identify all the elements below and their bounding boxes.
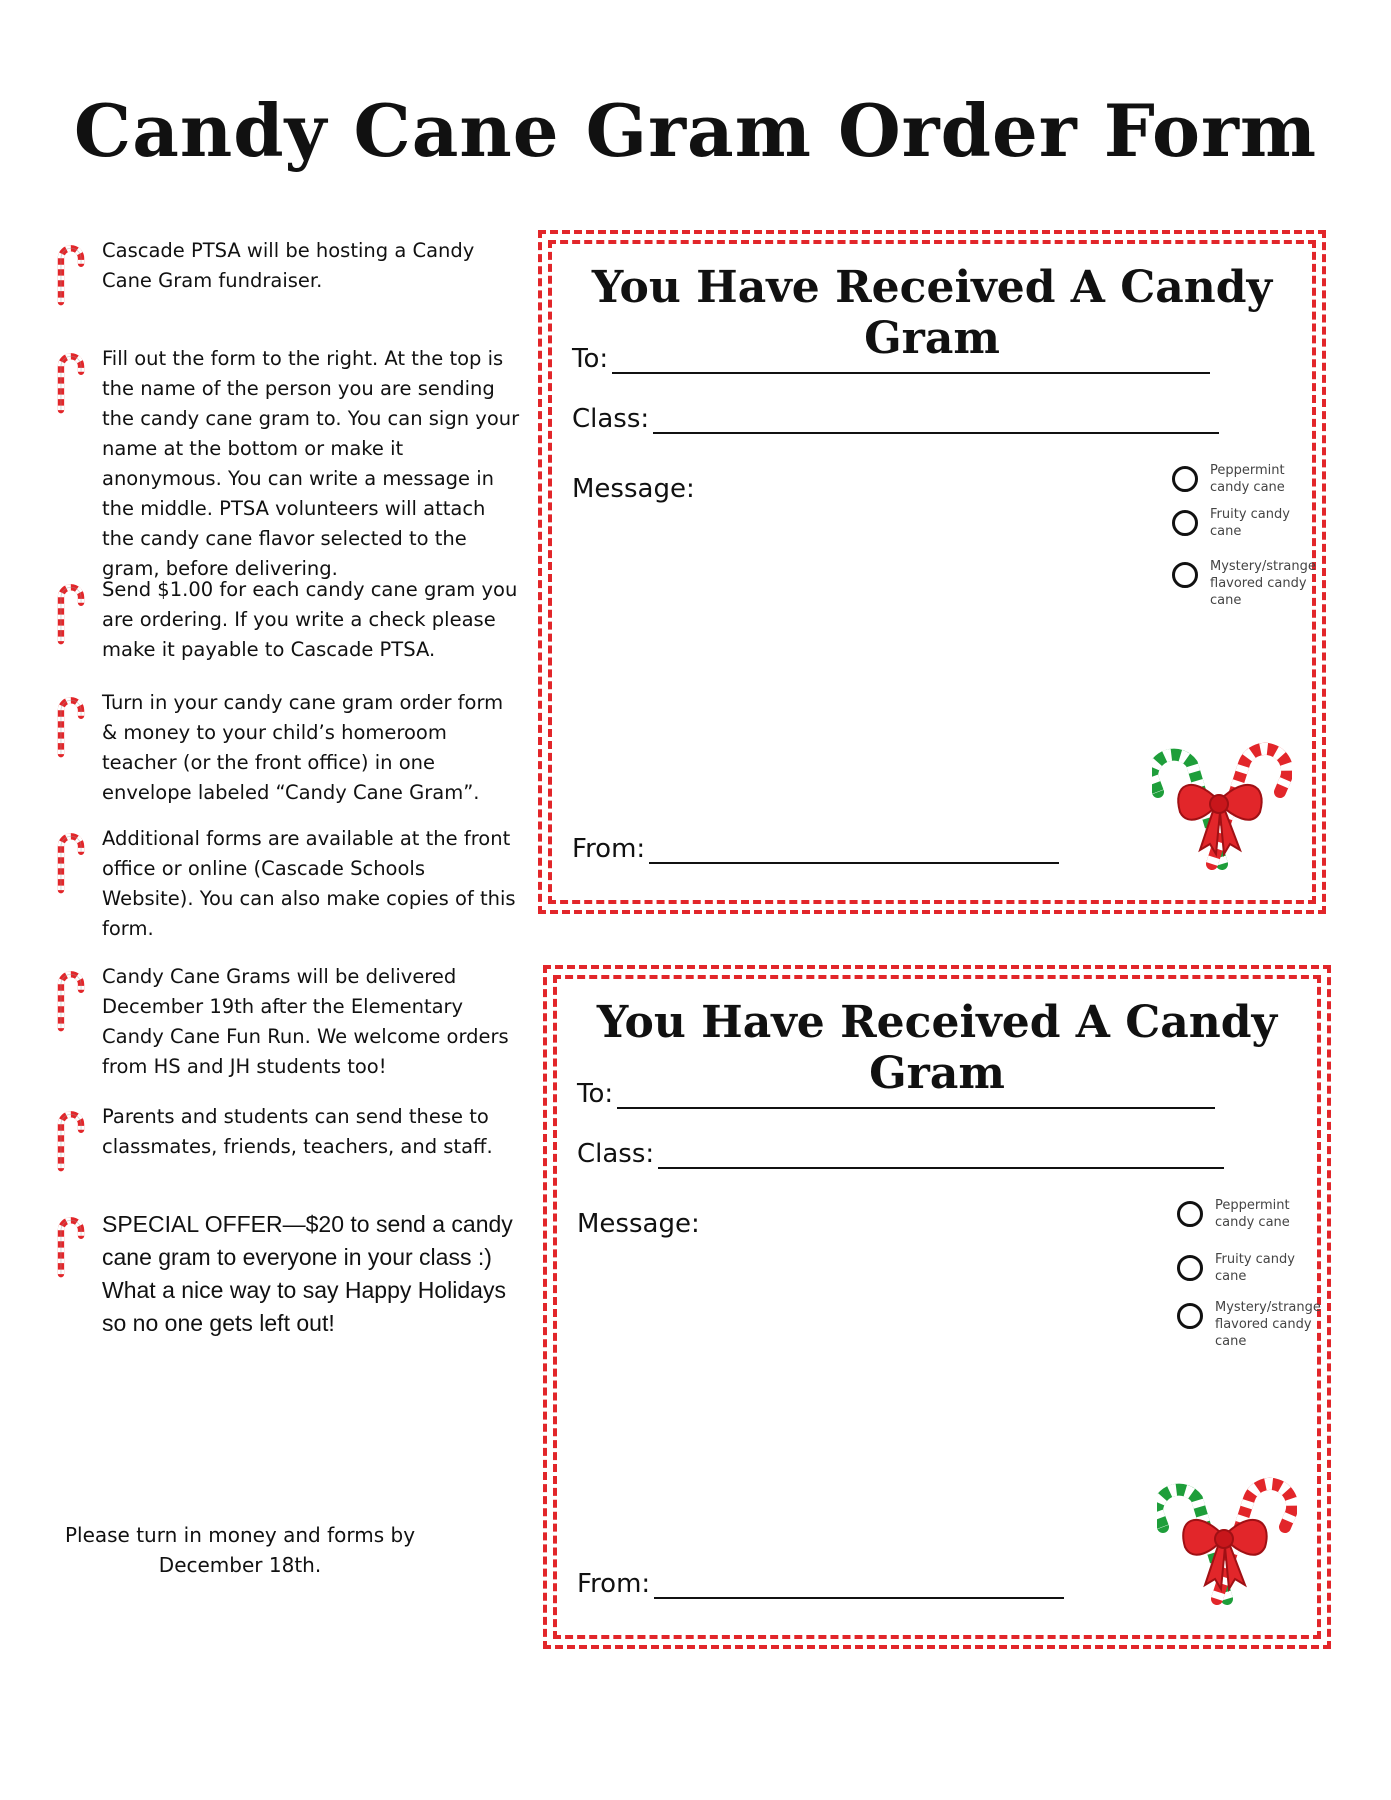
bullet-text: SPECIAL OFFER—$20 to send a candy cane gram to everyone in your class :) What a nice way to say Happy Holidays so no one gets left out! [102,1211,513,1336]
to-label: To: [577,1079,614,1109]
turn-in-note: Please turn in money and forms by December 18th. [64,1523,416,1577]
to-line[interactable] [612,346,1210,374]
radio-circle[interactable] [1177,1303,1203,1329]
list-item [50,962,520,1082]
option-mystery[interactable]: Mystery/strange flavored candy cane [1177,1299,1325,1350]
radio-circle[interactable] [1172,466,1198,492]
list-item [50,236,520,308]
list-item [50,1102,520,1174]
gram-title: You Have Received A Candy Gram [591,262,1273,364]
list-item [50,344,520,584]
from-label: From: [577,1569,651,1599]
radio-circle[interactable] [1172,510,1198,536]
gram-title: You Have Received A Candy Gram [596,997,1278,1099]
class-line[interactable] [658,1141,1224,1169]
bullet-text: Turn in your candy cane gram order form & money to your child’s homeroom teacher (or the front office) in one envelope labeled “Candy Cane Gram”. [102,691,504,804]
candy-cane-icon [50,344,92,416]
to-line[interactable] [617,1081,1215,1109]
class-line[interactable] [653,406,1219,434]
option-fruity[interactable]: Fruity candy cane [1177,1251,1325,1285]
from-line[interactable] [649,836,1059,864]
to-field[interactable] [572,344,1210,374]
option-mystery[interactable]: Mystery/strange flavored candy cane [1172,558,1320,609]
bullet-text: Additional forms are available at the front office or online (Cascade Schools Website). You can also make copies of this form. [102,827,516,940]
bullet-text: Parents and students can send these to classmates, friends, teachers, and staff. [102,1105,493,1158]
radio-circle[interactable] [1172,562,1198,588]
candy-canes-bow-icon [1157,1439,1297,1609]
list-item [50,575,520,665]
candy-cane-icon [50,962,92,1034]
candy-cane-icon [50,575,92,647]
page-title: Candy Cane Gram Order Form [73,88,1318,173]
bullet-text: Fill out the form to the right. At the top is the name of the person you are sending the candy cane gram to. You can sign your name at the bottom or make it anonymous. You can write a message in the middle. PTSA volunteers will attach the candy cane flavor selected to the gram, before delivering. [102,347,520,580]
message-label: Message: [572,474,695,504]
list-item [50,688,520,808]
radio-circle[interactable] [1177,1255,1203,1281]
class-label: Class: [577,1139,655,1169]
candy-cane-icon [50,1102,92,1174]
class-field[interactable] [577,1139,1224,1169]
list-item [50,1208,520,1340]
candy-canes-bow-icon [1152,704,1292,874]
candy-cane-icon [50,236,92,308]
candy-cane-icon [50,824,92,896]
bullet-text: Candy Cane Grams will be delivered December 19th after the Elementary Candy Cane Fun Run. We welcome orders from HS and JH students too! [102,965,509,1078]
candy-gram-form-2 [553,975,1321,1639]
option-peppermint[interactable]: Peppermint candy cane [1177,1197,1325,1231]
class-field[interactable] [572,404,1219,434]
from-field[interactable] [572,834,1059,864]
candy-cane-icon [50,1208,92,1280]
candy-cane-icon [50,688,92,760]
option-peppermint[interactable]: Peppermint candy cane [1172,462,1320,496]
radio-circle[interactable] [1177,1201,1203,1227]
candy-gram-form-1 [548,240,1316,904]
from-label: From: [572,834,646,864]
option-fruity[interactable]: Fruity candy cane [1172,506,1320,540]
to-label: To: [572,344,609,374]
to-field[interactable] [577,1079,1215,1109]
message-label: Message: [577,1209,700,1239]
bullet-text: Send $1.00 for each candy cane gram you are ordering. If you write a check please make it payable to Cascade PTSA. [102,578,518,661]
from-line[interactable] [654,1571,1064,1599]
class-label: Class: [572,404,650,434]
bullet-text: Cascade PTSA will be hosting a Candy Cane Gram fundraiser. [102,239,475,292]
from-field[interactable] [577,1569,1064,1599]
list-item [50,824,520,944]
